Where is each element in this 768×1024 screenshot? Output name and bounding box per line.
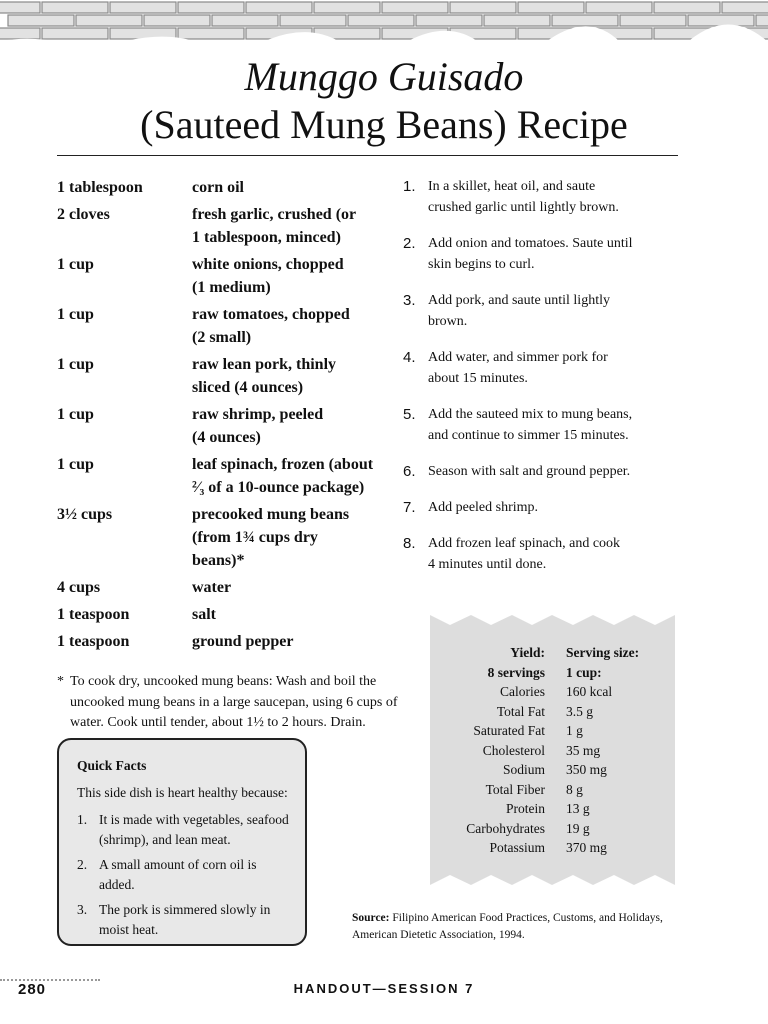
ingredient-name: corn oil bbox=[192, 179, 244, 196]
ingredient-name: raw tomatoes, chopped (2 small) bbox=[192, 306, 350, 346]
yield-value: 8 servings bbox=[487, 664, 545, 680]
quick-facts-item bbox=[77, 900, 291, 940]
instruction-step bbox=[403, 533, 678, 575]
nutrition-row bbox=[430, 721, 675, 741]
nutrition-row bbox=[430, 819, 675, 839]
instruction-step bbox=[403, 233, 678, 275]
quick-facts-item bbox=[77, 855, 291, 895]
ingredient-name: leaf spinach, frozen (about ²⁄₃ of a 10-ounce package) bbox=[192, 456, 374, 496]
step-number: 3. bbox=[403, 292, 416, 309]
nutrition-row bbox=[430, 799, 675, 819]
nutrition-row bbox=[430, 838, 675, 858]
nutrient-label: Calories bbox=[500, 684, 545, 699]
nutrient-value: 8 g bbox=[566, 781, 583, 797]
nutrient-label: Potassium bbox=[489, 840, 545, 855]
ingredient-row bbox=[57, 303, 397, 349]
step-text: Add frozen leaf spinach, and cook 4 minutes until done. bbox=[428, 536, 621, 572]
source-label: Source: bbox=[352, 912, 390, 924]
quick-facts-text: A small amount of corn oil is added. bbox=[99, 857, 257, 892]
ingredient-quantity: 1 cup bbox=[57, 356, 94, 373]
nutrition-row bbox=[430, 760, 675, 780]
source-citation bbox=[352, 910, 682, 944]
instruction-list bbox=[403, 176, 678, 590]
step-text: Add onion and tomatoes. Saute until skin begins to curl. bbox=[428, 236, 633, 272]
nutrient-label: Protein bbox=[506, 801, 545, 816]
ingredient-row bbox=[57, 576, 397, 599]
quick-facts-item bbox=[77, 810, 291, 850]
serving-size-label: Serving size: bbox=[566, 645, 640, 660]
nutrition-facts bbox=[430, 643, 675, 858]
step-text: Add water, and simmer pork for about 15 minutes. bbox=[428, 350, 608, 386]
quick-facts-number: 2. bbox=[77, 857, 88, 872]
quick-facts-text: It is made with vegetables, seafood (shrimp), and lean meat. bbox=[99, 812, 289, 847]
footnote-text: To cook dry, uncooked mung beans: Wash and boil the uncooked mung beans in a large saucepan, using 6 cups of water. Cook until tender, about 1½ to 2 hours. Drain. bbox=[70, 674, 398, 730]
ingredient-quantity: 1 tablespoon bbox=[57, 179, 143, 196]
quick-facts-text: The pork is simmered slowly in moist heat. bbox=[99, 902, 271, 937]
quick-facts-title: Quick Facts bbox=[77, 758, 147, 773]
ingredient-quantity: 1 teaspoon bbox=[57, 606, 130, 623]
nutrition-row bbox=[430, 780, 675, 800]
ingredient-name: white onions, chopped (1 medium) bbox=[192, 256, 344, 296]
ingredient-name: raw shrimp, peeled (4 ounces) bbox=[192, 406, 324, 446]
nutrient-label: Carbohydrates bbox=[466, 820, 545, 836]
ingredient-row bbox=[57, 503, 397, 572]
instruction-step bbox=[403, 176, 678, 218]
ingredient-row bbox=[57, 176, 397, 199]
ingredient-quantity: 1 cup bbox=[57, 306, 94, 323]
nutrient-value: 350 mg bbox=[566, 762, 607, 777]
ingredient-name: water bbox=[192, 579, 232, 596]
step-text: In a skillet, heat oil, and saute crushed garlic until lightly brown. bbox=[428, 179, 619, 215]
step-text: Add peeled shrimp. bbox=[428, 500, 539, 515]
ingredient-row bbox=[57, 353, 397, 399]
ingredient-quantity: 1 teaspoon bbox=[57, 633, 130, 650]
footer-label: HANDOUT—SESSION 7 bbox=[293, 981, 475, 996]
nutrient-label: Saturated Fat bbox=[473, 723, 545, 738]
ingredient-name: raw lean pork, thinly sliced (4 ounces) bbox=[192, 356, 337, 396]
nutrient-label: Cholesterol bbox=[482, 742, 545, 758]
nutrition-row bbox=[430, 702, 675, 722]
ingredient-row bbox=[57, 453, 397, 499]
instruction-step bbox=[403, 461, 678, 482]
instruction-step bbox=[403, 404, 678, 446]
step-number: 6. bbox=[403, 463, 416, 480]
step-number: 7. bbox=[403, 499, 416, 516]
nutrient-value: 1 g bbox=[566, 723, 583, 738]
instruction-step bbox=[403, 290, 678, 332]
instruction-step bbox=[403, 347, 678, 389]
ingredient-row bbox=[57, 630, 397, 653]
ingredient-quantity: 1 cup bbox=[57, 256, 94, 273]
yield-label: Yield: bbox=[510, 645, 545, 660]
instruction-step bbox=[403, 497, 678, 518]
step-number: 1. bbox=[403, 178, 416, 195]
nutrient-value: 13 g bbox=[566, 801, 590, 816]
nutrient-value: 370 mg bbox=[566, 840, 607, 855]
nutrient-value: 19 g bbox=[566, 820, 590, 836]
title-divider bbox=[57, 155, 678, 156]
recipe-subtitle: (Sauteed Mung Beans) Recipe bbox=[140, 102, 628, 147]
quick-facts-box bbox=[57, 738, 307, 946]
ingredient-row bbox=[57, 253, 397, 299]
quick-facts-number: 3. bbox=[77, 902, 88, 917]
ingredient-row bbox=[57, 203, 397, 249]
step-text: Add the sauteed mix to mung beans, and continue to simmer 15 minutes. bbox=[428, 407, 633, 443]
step-number: 8. bbox=[403, 535, 416, 552]
ingredient-quantity: 3½ cups bbox=[57, 506, 113, 523]
nutrient-value: 35 mg bbox=[566, 742, 601, 758]
quick-facts-intro: This side dish is heart healthy because: bbox=[77, 785, 288, 800]
ingredient-list bbox=[57, 176, 397, 657]
recipe-title: Munggo Guisado bbox=[244, 54, 524, 99]
ingredient-row bbox=[57, 403, 397, 449]
step-text: Season with salt and ground pepper. bbox=[428, 464, 631, 479]
nutrient-value: 160 kcal bbox=[566, 684, 613, 699]
serving-size-value: 1 cup: bbox=[566, 664, 602, 680]
footnote bbox=[57, 672, 402, 734]
nutrient-label: Total Fat bbox=[496, 703, 545, 719]
nutrient-value: 3.5 g bbox=[566, 703, 593, 719]
nutrition-row bbox=[430, 682, 675, 702]
quick-facts-list bbox=[77, 810, 291, 940]
page-number: 280 bbox=[18, 981, 47, 998]
quick-facts-number: 1. bbox=[77, 812, 88, 827]
nutrient-label: Total Fiber bbox=[485, 781, 545, 797]
ingredient-quantity: 1 cup bbox=[57, 406, 94, 423]
ingredient-row bbox=[57, 603, 397, 626]
step-number: 5. bbox=[403, 406, 416, 423]
source-text: Filipino American Food Practices, Customs, and Holidays, American Dietetic Association, 1994. bbox=[352, 912, 663, 941]
nutrition-header-row bbox=[430, 643, 675, 663]
ingredient-name: salt bbox=[192, 606, 216, 623]
ingredient-quantity: 2 cloves bbox=[57, 206, 110, 223]
brick-border-decoration bbox=[0, 0, 768, 50]
step-text: Add pork, and saute until lightly brown. bbox=[428, 293, 610, 329]
ingredient-quantity: 1 cup bbox=[57, 456, 94, 473]
nutrition-row bbox=[430, 741, 675, 761]
ingredient-name: ground pepper bbox=[192, 633, 294, 650]
nutrient-label: Sodium bbox=[502, 762, 545, 777]
step-number: 4. bbox=[403, 349, 416, 366]
step-number: 2. bbox=[403, 235, 416, 252]
footnote-marker: * bbox=[57, 674, 64, 689]
ingredient-name: fresh garlic, crushed (or 1 tablespoon, minced) bbox=[192, 206, 357, 246]
ingredient-quantity: 4 cups bbox=[57, 579, 101, 596]
ingredient-name: precooked mung beans (from 1¾ cups dry beans)* bbox=[192, 506, 350, 569]
nutrition-header-row bbox=[430, 663, 675, 683]
